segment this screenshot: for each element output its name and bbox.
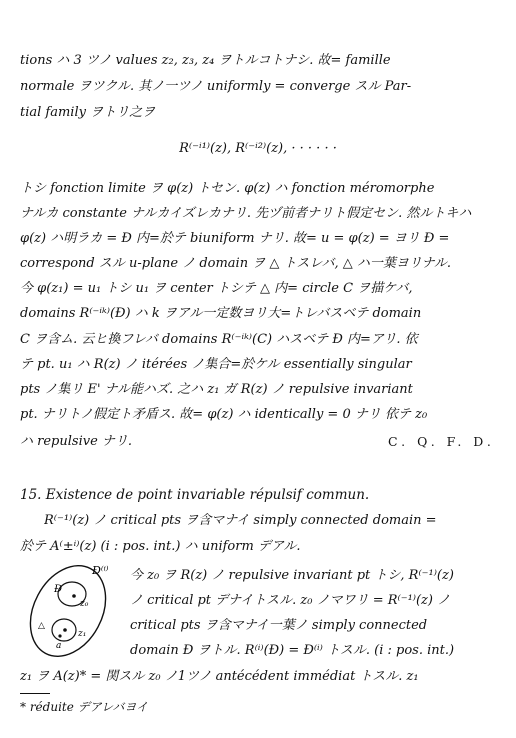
text-line-1: tions ハ 3 ツノ values z₂, z₃, z₄ ヲトルコトナシ. 故= famille [20, 53, 391, 68]
label-domain: Ð [54, 584, 63, 595]
text-line-20: ノ critical pt デナイトスル. z₀ ノマワリ = R⁽⁻¹⁾(z) ノ [130, 593, 451, 608]
text-line-7: φ(z) ハ明ラカ = Ð 内=於テ biuniform ナリ. 故= u = φ(z) = ヨリ Ð = [20, 231, 450, 246]
text-line-3: tial family ヲトリ之ヲ [20, 105, 156, 120]
text-line-12: テ pt. u₁ ハ R(z) ノ itérées ノ集合=於ケル essentially singular [20, 357, 412, 372]
footnote-rule [20, 693, 50, 694]
text-line-22: domain Ð ヲトル. R⁽ⁱ⁾(Ð) = Ð⁽ⁱ⁾ トスル. (i : pos. int.) [130, 643, 455, 658]
section-heading-15: 15. Existence de point invariable répulsif commun. [20, 487, 370, 503]
formula-line: R⁽⁻ⁱ¹⁾(z), R⁽⁻ⁱ²⁾(z), · · · · · · [179, 141, 337, 156]
text-line-5: トシ fonction limite ヲ φ(z) トセン. φ(z) ハ fonction méromorphe [20, 181, 435, 196]
domain-diagram [18, 556, 128, 666]
text-line-11: C ヲ含ム. 云ヒ換フレバ domains R⁽⁻ⁱᵏ⁾(C) ハスベテ Ð 内=アリ. 依 [20, 332, 418, 347]
label-z0: z₀ [80, 599, 89, 609]
footnote: * réduite デアレバヨイ [20, 700, 148, 714]
text-line-10: domains R⁽⁻ⁱᵏ⁾(Ð) ハ k ヲアル一定数ヨリ大=トレバスベテ domain [20, 306, 422, 321]
text-line-8: correspond スル u-plane ノ domain ヲ △ トスレバ, △ ハ一葉ヨリナル. [20, 256, 452, 271]
text-line-6: ナルカ constante ナルカイズレカナリ. 先ヅ前者ナリト假定セン. 然ルトキハ [20, 206, 472, 221]
point-z1 [63, 628, 67, 632]
text-line-9: 今 φ(z₁) = u₁ トシ u₁ ヲ center トシテ △ 内= circle C ヲ描ケバ, [20, 281, 413, 296]
text-line-19: 今 z₀ ヲ R(z) ノ repulsive invariant pt トシ, R⁽⁻¹⁾(z) [130, 568, 454, 583]
label-domain-i: Ð⁽ⁱ⁾ [92, 564, 109, 577]
text-line-21: critical pts ヲ含マナイ一葉ノ simply connected [130, 618, 428, 633]
text-line-17: R⁽⁻¹⁾(z) ノ critical pts ヲ含マナイ simply connected domain = [44, 513, 437, 528]
label-z1: z₁ [78, 629, 87, 639]
text-line-13: pts ノ集リ E' ナル能ハズ. 之ハ z₁ ガ R(z) ノ repulsive invariant [20, 382, 413, 397]
text-line-2: normale ヲツクル. 其ノ一ツノ uniformly = converge スル Par- [20, 79, 412, 94]
point-a [58, 634, 61, 637]
qed-mark: C. Q. F. D. [388, 434, 495, 449]
label-a: a [56, 641, 62, 651]
text-line-23: z₁ ヲ A(z)* = 関スル z₀ ノ1ツノ antécédent immédiat トスル. z₁ [20, 669, 419, 684]
label-triangle: △ [38, 621, 45, 631]
point-z0 [72, 594, 76, 598]
text-line-15: ハ repulsive ナリ. [20, 434, 133, 449]
text-line-14: pt. ナリトノ假定ト矛盾ス. 故= φ(z) ハ identically = 0 ナリ 依テ z₀ [20, 407, 428, 422]
text-line-18: 於テ A⁽±ⁱ⁾(z) (i : pos. int.) ハ uniform デアル. [20, 539, 301, 554]
